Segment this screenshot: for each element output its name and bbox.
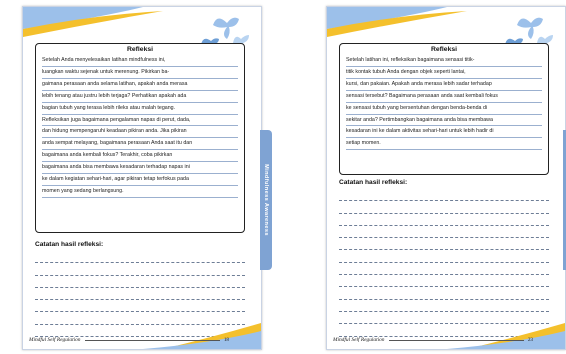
reflection-box (35, 43, 245, 233)
text-line: gaimana perasaan anda selama latihan, apakah anda merasa (42, 79, 238, 91)
note-line[interactable] (339, 250, 549, 262)
text-line: momen yang sedang berlangsung. (42, 186, 238, 198)
text-line: anda sempat melayang, bagaimana perasaan Anda saat itu dan (42, 138, 238, 150)
note-line[interactable] (339, 214, 549, 226)
reflection-box (339, 43, 549, 175)
footer-title: Mindful Self Regulation (333, 337, 385, 343)
bottom-wave-decoration (327, 309, 565, 349)
text-line: Setelah Anda menyelesaikan latihan mindfulness ini, (42, 55, 238, 67)
note-line[interactable] (339, 238, 549, 250)
text-line: dan hidung mempengaruhi keadaan pikiran anda. Jika pikiran (42, 126, 238, 138)
note-line[interactable] (35, 251, 245, 263)
page-number: 23 (527, 337, 533, 343)
page-number: 18 (223, 337, 229, 343)
note-line[interactable] (35, 288, 245, 300)
text-line: setiap momen. (346, 138, 542, 150)
bottom-wave-decoration (23, 309, 261, 349)
side-tab-label: Mindfulness Awareness (263, 164, 269, 236)
note-line[interactable] (339, 189, 549, 201)
footer-rule (389, 340, 524, 341)
note-line[interactable] (339, 275, 549, 287)
text-line: kesadaran ini ke dalam aktivitas sehari-hari untuk lebih hadir di (346, 126, 542, 138)
text-line: lebih tenang atau justru lebih terjaga? Perhatikan apakah ada (42, 91, 238, 103)
notes-label: Catatan hasil refleksi: (35, 241, 104, 248)
text-line: titik kontak tubuh Anda dengan objek seperti lantai, (346, 67, 542, 79)
text-line: sekitar anda? Pertimbangkan bagaimana anda bisa membawa (346, 115, 542, 127)
notes-label: Catatan hasil refleksi: (339, 179, 408, 186)
page-footer (29, 337, 229, 343)
note-line[interactable] (339, 287, 549, 299)
text-line: bagaimana anda kembali fokus? Terakhir, coba pikirkan (42, 150, 238, 162)
text-line: luangkan waktu sejenak untuk merenung. Pikirkan ba- (42, 67, 238, 79)
right-page (326, 6, 566, 350)
note-line[interactable] (339, 201, 549, 213)
text-line: ke dalam kegiatan sehari-hari, agar pikiran tetap terfokus pada (42, 174, 238, 186)
reflection-title: Refleksi (126, 46, 154, 53)
note-line[interactable] (339, 226, 549, 238)
text-line: Setelah latihan ini, refleksikan bagaimana sensasi titik- (346, 55, 542, 67)
text-line: kursi, dan pakaian. Apakah anda merasa lebih sadar terhadap (346, 79, 542, 91)
page-footer (333, 337, 533, 343)
section-side-tab (260, 130, 272, 270)
text-line: sensasi tersebut? Bagaimana perasaan anda saat kembali fokus (346, 91, 542, 103)
text-line: bagian tubuh yang terasa lebih rileks atau malah tegang. (42, 103, 238, 115)
left-page (22, 6, 262, 350)
note-line[interactable] (339, 263, 549, 275)
text-line: Refleksikan juga bagaimana pengalaman napas di perut, dada, (42, 115, 238, 127)
footer-title: Mindful Self Regulation (29, 337, 81, 343)
text-line: ke sensasi tubuh yang bersentuhan dengan benda-benda di (346, 103, 542, 115)
note-line[interactable] (35, 263, 245, 275)
reflection-title: Refleksi (430, 46, 458, 53)
text-line: bagaimana anda bisa membawa kesadaran terhadap napas ini (42, 162, 238, 174)
footer-rule (85, 340, 220, 341)
note-line[interactable] (35, 276, 245, 288)
